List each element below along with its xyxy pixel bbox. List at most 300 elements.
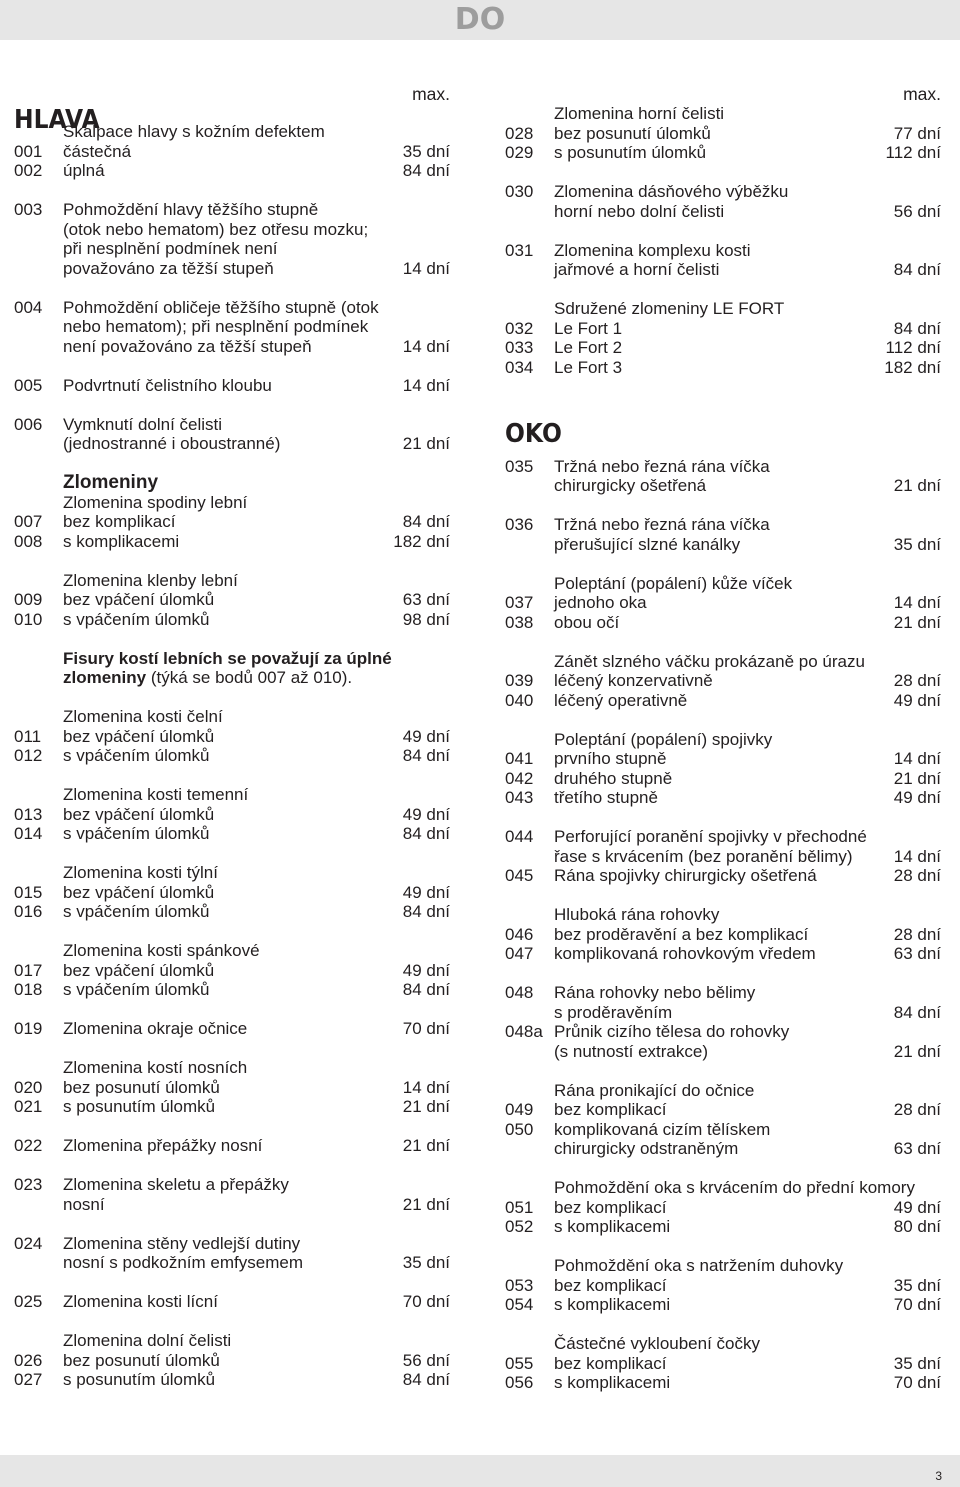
- entry-line: [505, 1022, 941, 1042]
- entry-text-main: Zlomeniny: [63, 472, 159, 493]
- entry-text: [554, 749, 666, 769]
- entry-line: [505, 182, 941, 202]
- right-entries-hlava: [505, 104, 941, 377]
- entry-max-days: 49 dní: [893, 1197, 941, 1217]
- entry-line: [14, 824, 450, 844]
- entry-text-main: bez komplikací: [554, 1197, 667, 1217]
- max-label: max.: [412, 84, 450, 104]
- entry-code: 028: [505, 123, 534, 143]
- entry-line: [505, 1120, 941, 1140]
- entry-max-days: 14 dní: [402, 1077, 450, 1097]
- entry-text-main: Zlomenina komplexu kosti: [554, 240, 751, 260]
- entry-code: 031: [505, 240, 534, 260]
- entry-group: [505, 457, 941, 496]
- entry-text: [63, 668, 352, 688]
- entry-group: [14, 1292, 450, 1312]
- entry-text-main: bez posunutí úlomků: [554, 123, 711, 143]
- entry-max-days: 21 dní: [893, 1041, 941, 1061]
- entry-text-main: chirurgicky ošetřená: [554, 476, 707, 495]
- entry-code: 026: [14, 1350, 43, 1370]
- entry-text: [63, 1331, 231, 1351]
- entry-max-days: 56 dní: [402, 1350, 450, 1370]
- entry-max-days: 28 dní: [893, 1100, 941, 1119]
- entry-text-main: prvního stupně: [554, 749, 667, 768]
- entry-max-days: 35 dní: [402, 141, 450, 161]
- entry-text: [554, 1276, 666, 1296]
- entry-group: [14, 298, 450, 357]
- entry-line: [14, 259, 450, 279]
- entry-text: [554, 202, 724, 222]
- entry-line: [14, 142, 450, 162]
- entry-text: [63, 707, 223, 727]
- entry-text-main: Zlomenina kosti týlní: [63, 863, 218, 882]
- entry-code: 020: [14, 1077, 43, 1097]
- entry-code: 022: [14, 1136, 43, 1155]
- entry-text: [554, 1022, 789, 1042]
- entry-text-main: bez posunutí úlomků: [63, 1350, 220, 1370]
- entry-max-days: 21 dní: [402, 1136, 450, 1155]
- oko-header: [505, 419, 941, 457]
- entry-code: 030: [505, 182, 534, 201]
- entry-line: [14, 298, 450, 318]
- entry-text-main: bez komplikací: [554, 1353, 667, 1373]
- entry-code: 012: [14, 746, 43, 765]
- entry-text: [554, 1373, 670, 1393]
- entry-text-main: Rána spojivky chirurgicky ošetřená: [554, 866, 817, 885]
- entry-line: [505, 260, 941, 280]
- entry-line: [505, 476, 941, 496]
- right-column: [505, 84, 941, 1412]
- entry-text: [554, 1256, 843, 1276]
- entry-text: [63, 863, 218, 883]
- entry-code: 014: [14, 824, 43, 843]
- entry-line: [14, 980, 450, 1000]
- entry-max-days: 35 dní: [893, 1353, 941, 1373]
- entry-max-days: 70 dní: [893, 1295, 941, 1314]
- entry-code: 034: [505, 357, 534, 377]
- entry-code: 047: [505, 944, 534, 963]
- entry-line: [14, 1058, 450, 1078]
- entry-max-days: 182 dní: [393, 531, 450, 551]
- entry-code: 048: [505, 983, 534, 1002]
- entry-max-days: 14 dní: [893, 846, 941, 866]
- entry-text-main: léčený operativně: [554, 690, 688, 710]
- entry-text-main: Tržná nebo řezná rána víčka: [554, 515, 770, 534]
- entry-text: [63, 239, 278, 259]
- entry-max-days: 80 dní: [893, 1217, 941, 1236]
- entry-text-main: bez komplikací: [554, 1100, 667, 1119]
- entry-text: [63, 902, 209, 922]
- entry-line: [505, 905, 941, 925]
- entry-code: 049: [505, 1100, 534, 1119]
- entry-text: [63, 746, 209, 766]
- entry-text-main: Le Fort 3: [554, 357, 623, 377]
- entry-text: [554, 1295, 670, 1315]
- entry-text-main: komplikovaná rohovkovým vředem: [554, 944, 816, 963]
- entry-text: [63, 317, 368, 337]
- entry-text-main: není považováno za těžší stupeň: [63, 336, 312, 356]
- entry-text: [63, 941, 260, 961]
- entry-line: [505, 671, 941, 691]
- left-entries: [14, 122, 450, 1390]
- entry-group: [14, 571, 450, 630]
- entry-max-days: 84 dní: [402, 980, 450, 999]
- entry-text-main: Zlomenina kosti spánkové: [63, 941, 260, 960]
- entry-line: [505, 202, 941, 222]
- entry-text: [63, 824, 209, 844]
- entry-text: [63, 512, 175, 532]
- entry-line: [505, 1217, 941, 1237]
- entry-text-main: (otok nebo hematom) bez otřesu mozku;: [63, 219, 369, 239]
- entry-line: [14, 1195, 450, 1215]
- entry-code: 037: [505, 593, 534, 612]
- entry-text-main: úplná: [63, 161, 105, 180]
- entry-group: [14, 1136, 450, 1156]
- entry-group: [505, 515, 941, 554]
- entry-code: 036: [505, 515, 534, 534]
- entry-line: [14, 1097, 450, 1117]
- entry-code: 045: [505, 866, 534, 885]
- entry-text: [554, 241, 751, 261]
- entry-line: [505, 1354, 941, 1374]
- entry-text: [63, 1195, 105, 1215]
- entry-line: [505, 457, 941, 477]
- entry-code: 006: [14, 414, 43, 434]
- section-tag: DO: [454, 2, 506, 37]
- entry-text-main: bez vpáčení úlomků: [63, 882, 215, 902]
- max-label: max.: [903, 84, 941, 104]
- entry-line: [505, 319, 941, 339]
- entry-group: [505, 730, 941, 808]
- entry-line: [505, 143, 941, 163]
- entry-text: [554, 143, 706, 163]
- entry-code: 021: [14, 1097, 43, 1116]
- entry-text-main: Zlomenina okraje očnice: [63, 1019, 248, 1038]
- entry-text: [63, 1019, 247, 1039]
- entry-line: [14, 415, 450, 435]
- entry-code: 039: [505, 671, 534, 690]
- entry-max-days: 84 dní: [402, 746, 450, 765]
- entry-text: [63, 571, 238, 591]
- entry-code: 003: [14, 200, 43, 219]
- entry-line: [505, 1198, 941, 1218]
- entry-text-main: jařmové a horní čelisti: [554, 260, 720, 279]
- entry-max-days: 49 dní: [893, 788, 941, 807]
- entry-line: [505, 1178, 941, 1198]
- entry-text: [63, 259, 274, 279]
- entry-max-days: 35 dní: [893, 1275, 941, 1295]
- entry-line: [14, 649, 450, 669]
- entry-line: [505, 1295, 941, 1315]
- entry-line: [14, 434, 450, 454]
- entry-text: [554, 730, 772, 750]
- entry-max-days: 49 dní: [402, 882, 450, 902]
- entry-text: [63, 1175, 289, 1195]
- entry-text: [63, 980, 209, 1000]
- entry-text-main: zlomeniny: [63, 668, 147, 687]
- entry-line: [14, 746, 450, 766]
- entry-text-main: Skalpace hlavy s kožním defektem: [63, 122, 325, 141]
- entry-code: 056: [505, 1373, 534, 1392]
- entry-text-main: s komplikacemi: [63, 531, 180, 551]
- entry-line: [14, 122, 450, 142]
- entry-code: 053: [505, 1275, 534, 1295]
- entry-line: [14, 707, 450, 727]
- entry-max-days: 21 dní: [402, 1097, 450, 1116]
- page-number: 3: [935, 1469, 942, 1483]
- entry-text-main: Poleptání (popálení) spojivky: [554, 729, 773, 749]
- entry-max-days: 84 dní: [893, 260, 941, 279]
- entry-text-main: Zlomenina stěny vedlejší dutiny: [63, 1233, 301, 1253]
- entry-max-days: 35 dní: [893, 534, 941, 554]
- entry-code: 032: [505, 318, 534, 338]
- entry-group: [14, 1019, 450, 1039]
- entry-line: [505, 1334, 941, 1354]
- entry-text: [554, 1198, 666, 1218]
- entry-group: [505, 983, 941, 1061]
- entry-text: [554, 338, 622, 358]
- entry-text-main: (jednostranné i oboustranné): [63, 434, 281, 453]
- entry-max-days: 182 dní: [884, 357, 941, 377]
- entry-code: 041: [505, 749, 534, 768]
- entry-line: [14, 571, 450, 591]
- entry-line: [14, 532, 450, 552]
- entry-code: 029: [505, 143, 534, 162]
- entry-text: [554, 613, 619, 633]
- entry-code: 055: [505, 1353, 534, 1373]
- entry-text-main: Pohmoždění obličeje těžšího stupně (otok: [63, 297, 379, 317]
- entry-max-days: 49 dní: [402, 960, 450, 980]
- entry-text: [554, 1003, 672, 1023]
- entry-text: [554, 1100, 666, 1120]
- entry-line: [505, 788, 941, 808]
- entry-line: [14, 200, 450, 220]
- entry-text-main: Fisury kostí lebních se považují za úplné: [63, 648, 392, 668]
- entry-text-main: (s nutností extrakce): [554, 1041, 709, 1061]
- entry-max-days: 21 dní: [402, 434, 450, 453]
- entry-line: [505, 241, 941, 261]
- entry-text-main: přerušující slzné kanálky: [554, 534, 741, 554]
- entry-group: [505, 104, 941, 163]
- entry-line: [14, 1370, 450, 1390]
- entry-text-main: Hluboká rána rohovky: [554, 905, 720, 924]
- entry-text: [63, 1136, 262, 1156]
- entry-group: [14, 415, 450, 454]
- entry-text-main: při nesplnění podmínek není: [63, 239, 278, 258]
- entry-text: [63, 1292, 218, 1312]
- entry-text-main: Zlomenina klenby lební: [63, 570, 238, 590]
- entry-text-main: Zlomenina dolní čelisti: [63, 1331, 232, 1350]
- entry-max-days: 14 dní: [893, 749, 941, 768]
- entry-max-days: 112 dní: [885, 143, 941, 162]
- entry-line: [14, 1136, 450, 1156]
- entry-text-main: s vpáčením úlomků: [63, 824, 210, 843]
- entry-line: [14, 376, 450, 396]
- entry-max-days: 63 dní: [893, 944, 941, 963]
- entry-max-days: 84 dní: [402, 824, 450, 843]
- entry-line: [505, 574, 941, 594]
- entry-text: [63, 1234, 300, 1254]
- entry-text-main: Perforující poranění spojivky v přechodné: [554, 827, 867, 846]
- entry-line: [14, 610, 450, 630]
- entry-text-main: jednoho oka: [554, 593, 647, 612]
- entry-group: [14, 1058, 450, 1117]
- entry-line: [505, 104, 941, 124]
- entry-line: [505, 1003, 941, 1023]
- entry-max-days: 70 dní: [402, 1019, 450, 1038]
- entry-text: [554, 905, 719, 925]
- entry-text: [63, 532, 179, 552]
- entry-line: [505, 983, 941, 1003]
- entry-line: [505, 866, 941, 886]
- entry-text-main: bez komplikací: [63, 512, 176, 531]
- entry-line: [505, 944, 941, 964]
- entry-text: [554, 691, 687, 711]
- entry-group: [505, 827, 941, 886]
- entry-text-main: komplikovaná cizím tělískem: [554, 1119, 771, 1139]
- entry-max-days: 84 dní: [402, 1370, 450, 1389]
- entry-line: [505, 691, 941, 711]
- entry-group: [505, 574, 941, 633]
- entry-line: [505, 299, 941, 319]
- entry-code: 040: [505, 690, 534, 710]
- entry-line: [14, 902, 450, 922]
- entry-text: [63, 122, 325, 142]
- entry-text-main: Le Fort 2: [554, 338, 623, 357]
- entry-line: [505, 769, 941, 789]
- entry-group: [505, 241, 941, 280]
- entry-group: [14, 1331, 450, 1390]
- entry-line: [505, 1081, 941, 1101]
- footer-bar: [0, 1455, 960, 1487]
- entry-group: [14, 376, 450, 396]
- entry-text-main: třetího stupně: [554, 788, 658, 807]
- entry-line: [505, 1373, 941, 1393]
- entry-text: [63, 376, 272, 396]
- entry-text-main: považováno za těžší stupeň: [63, 258, 274, 278]
- entry-text-main: s komplikacemi: [554, 1295, 671, 1314]
- entry-text: [63, 493, 247, 513]
- entry-text: [554, 788, 658, 808]
- entry-text-main: Sdružené zlomeniny LE FORT: [554, 299, 785, 318]
- entry-code: 023: [14, 1175, 43, 1194]
- entry-code: 011: [14, 726, 42, 746]
- entry-line: [14, 1175, 450, 1195]
- entry-text-main: s vpáčením úlomků: [63, 609, 210, 629]
- entry-line: [505, 613, 941, 633]
- entry-code: 002: [14, 161, 43, 180]
- entry-code: 019: [14, 1019, 43, 1038]
- entry-max-days: 49 dní: [402, 804, 450, 824]
- entry-text: [63, 1253, 303, 1273]
- entry-line: [14, 805, 450, 825]
- entry-text: [63, 785, 248, 805]
- entry-text: [554, 319, 622, 339]
- entry-text-main: nosní: [63, 1194, 105, 1214]
- entry-text-main: s posunutím úlomků: [554, 143, 707, 162]
- entry-group: [505, 905, 941, 964]
- entry-text: [554, 769, 672, 789]
- entry-text-main: bez vpáčení úlomků: [63, 726, 215, 746]
- entry-group: [505, 1334, 941, 1393]
- entry-text-main: bez vpáčení úlomků: [63, 804, 215, 824]
- entry-text-main: bez vpáčení úlomků: [63, 590, 215, 609]
- entry-code: 044: [505, 827, 534, 846]
- entry-text: [63, 200, 318, 220]
- entry-text: [63, 298, 379, 318]
- entry-group: [505, 1178, 941, 1237]
- entry-max-days: 70 dní: [402, 1292, 450, 1311]
- entry-text-main: léčený konzervativně: [554, 671, 713, 690]
- entry-max-days: 28 dní: [893, 924, 941, 944]
- entry-group: [505, 652, 941, 711]
- entry-text: [554, 1178, 915, 1198]
- entry-line: [14, 1078, 450, 1098]
- entry-code: 027: [14, 1370, 43, 1389]
- entry-line: [14, 863, 450, 883]
- entry-line: [505, 1276, 941, 1296]
- entry-line: [14, 473, 450, 493]
- entry-text-main: Podvrtnutí čelistního kloubu: [63, 375, 272, 395]
- entry-max-days: 28 dní: [893, 671, 941, 690]
- entry-text-main: bez komplikací: [554, 1275, 667, 1295]
- entry-text-main: Vymknutí dolní čelisti: [63, 414, 223, 434]
- entry-group: [14, 1175, 450, 1214]
- entry-code: 017: [14, 960, 43, 980]
- entry-max-days: 28 dní: [893, 866, 941, 885]
- entry-code: 048a: [505, 1022, 543, 1041]
- entry-line: [14, 239, 450, 259]
- entry-line: [14, 220, 450, 240]
- entry-max-days: 14 dní: [402, 336, 450, 356]
- entry-text: [554, 574, 792, 594]
- entry-group: [505, 299, 941, 377]
- entry-code: 004: [14, 297, 43, 317]
- entry-group: [505, 1081, 941, 1159]
- entry-code: 008: [14, 531, 43, 551]
- entry-code: 009: [14, 590, 43, 609]
- entry-line: [505, 749, 941, 769]
- entry-text: [63, 434, 280, 454]
- entry-text: [63, 337, 312, 357]
- entry-group: [14, 122, 450, 181]
- entry-group: [14, 941, 450, 1000]
- entry-text: [554, 671, 713, 691]
- entry-text: [554, 457, 770, 477]
- entry-group: [14, 200, 450, 278]
- entry-group: [14, 707, 450, 766]
- entry-text: [554, 866, 817, 886]
- entry-group: [14, 1234, 450, 1273]
- entry-line: [505, 847, 941, 867]
- entry-text-main: Le Fort 1: [554, 318, 623, 338]
- entry-group: [505, 1256, 941, 1315]
- right-entries-oko: [505, 457, 941, 1393]
- top-header-bar: [0, 0, 960, 40]
- entry-line: [14, 1019, 450, 1039]
- entry-line: [14, 961, 450, 981]
- entry-line: [14, 1292, 450, 1312]
- entry-code: 050: [505, 1119, 534, 1139]
- entry-text-main: s posunutím úlomků: [63, 1370, 216, 1389]
- entry-line: [505, 1139, 941, 1159]
- left-column: [14, 84, 450, 1409]
- entry-group: [505, 182, 941, 221]
- entry-max-days: 21 dní: [893, 612, 941, 632]
- entry-code: 046: [505, 924, 534, 944]
- entry-max-days: 70 dní: [893, 1373, 941, 1392]
- entry-line: [505, 124, 941, 144]
